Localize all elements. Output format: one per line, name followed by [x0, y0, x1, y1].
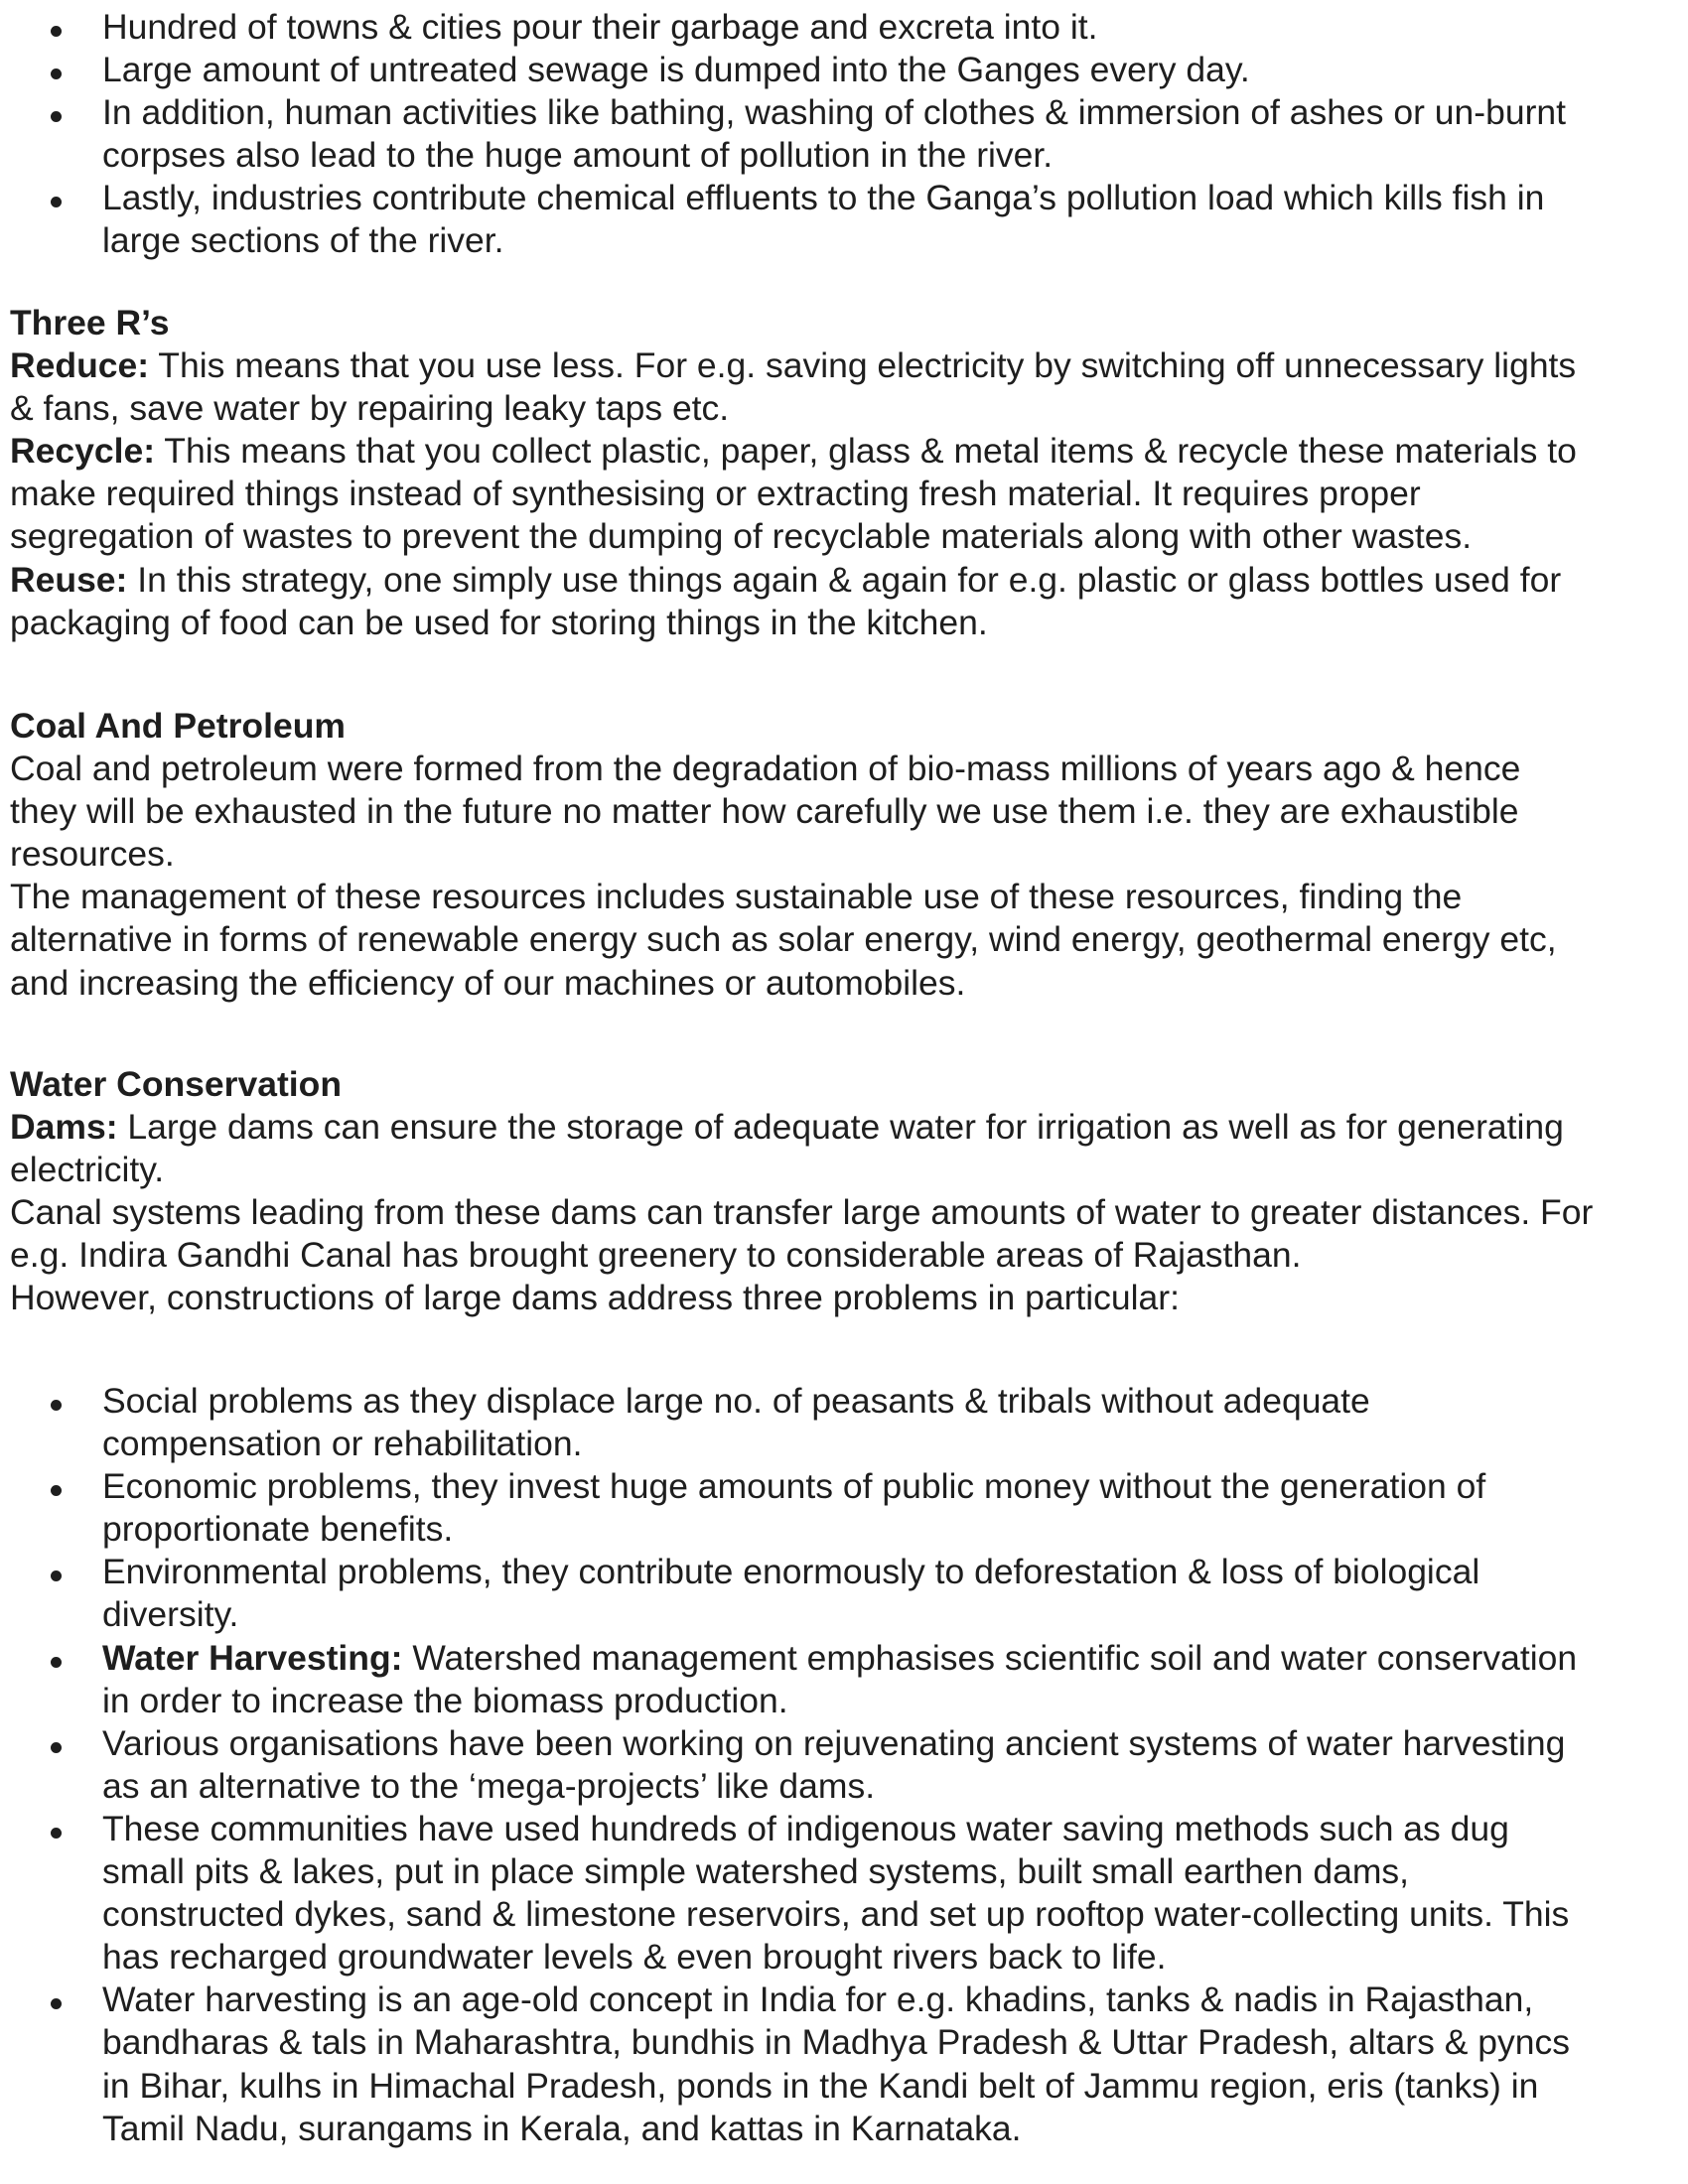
- term-label: Reduce:: [10, 345, 150, 386]
- list-item: Various organisations have been working on rejuvenating ancient systems of water harvesting: [0, 1722, 1688, 1765]
- bullet-icon: [51, 68, 62, 79]
- water-conservation-section: [0, 1063, 1688, 1320]
- bullet-icon: [51, 111, 62, 122]
- three-rs-section: [0, 302, 1688, 644]
- list-item-continuation: proportionate benefits.: [102, 1509, 454, 1550]
- paragraph-line: packaging of food can be used for storing things in the kitchen.: [10, 602, 988, 642]
- section-heading: Water Conservation: [10, 1064, 343, 1104]
- term-label: Dams:: [10, 1107, 118, 1148]
- paragraph-line: e.g. Indira Gandhi Canal has brought greenery to considerable areas of Rajasthan.: [10, 1235, 1302, 1276]
- bullet-icon: [51, 1570, 62, 1581]
- list-item-continuation: large sections of the river.: [102, 220, 504, 261]
- list-item-continuation: has recharged groundwater levels & even brought rivers back to life.: [102, 1937, 1167, 1978]
- section-heading: Three R’s: [10, 303, 170, 342]
- list-item: Economic problems, they invest huge amounts of public money without the generation of: [0, 1465, 1688, 1508]
- bullet-icon: [51, 1485, 62, 1496]
- list-item: Water harvesting is an age-old concept in India for e.g. khadins, tanks & nadis in Rajasthan,: [0, 1979, 1688, 2021]
- list-item-continuation: in order to increase the biomass production.: [102, 1680, 788, 1720]
- dams-paragraph: Dams: Large dams can ensure the storage of adequate water for irrigation as well as for generating: [10, 1107, 1564, 1148]
- list-item-continuation: corpses also lead to the huge amount of pollution in the river.: [102, 135, 1054, 176]
- ganga-pollution-list: [0, 6, 1688, 263]
- list-item-continuation: compensation or rehabilitation.: [102, 1424, 583, 1464]
- coal-petroleum-section: [0, 705, 1688, 1005]
- paragraph-line: Coal and petroleum were formed from the degradation of bio-mass millions of years ago & hence: [10, 749, 1521, 789]
- paragraph-line: they will be exhausted in the future no matter how carefully we use them i.e. they are exhaustible: [10, 791, 1519, 832]
- list-item-continuation: bandharas & tals in Maharashtra, bundhis in Madhya Pradesh & Uttar Pradesh, altars & pyncs: [102, 2022, 1570, 2063]
- paragraph-line: resources.: [10, 834, 175, 875]
- recycle-paragraph: Recycle: This means that you collect plastic, paper, glass & metal items & recycle these materials to: [10, 431, 1577, 472]
- paragraph-line: However, constructions of large dams address three problems in particular:: [10, 1278, 1180, 1318]
- bullet-icon: [51, 197, 62, 207]
- list-item-continuation: as an alternative to the ‘mega-projects’ like dams.: [102, 1765, 876, 1806]
- bullet-icon: [51, 1657, 62, 1668]
- list-item-continuation: small pits & lakes, put in place simple watershed systems, built small earthen dams,: [102, 1851, 1410, 1892]
- bullet-icon: [51, 1828, 62, 1839]
- bullet-icon: [51, 1742, 62, 1753]
- list-item: These communities have used hundreds of indigenous water saving methods such as dug: [0, 1808, 1688, 1850]
- list-item: Lastly, industries contribute chemical effluents to the Ganga’s pollution load which kills fish in: [0, 177, 1688, 219]
- list-item-continuation: diversity.: [102, 1594, 239, 1635]
- list-item: Environmental problems, they contribute enormously to deforestation & loss of biological: [0, 1551, 1688, 1593]
- bullet-icon: [51, 1400, 62, 1411]
- paragraph-line: Canal systems leading from these dams can transfer large amounts of water to greater distances. For: [10, 1192, 1594, 1233]
- list-item-continuation: Tamil Nadu, surangams in Kerala, and kattas in Karnataka.: [102, 2108, 1022, 2148]
- list-item: Social problems as they displace large no. of peasants & tribals without adequate: [0, 1380, 1688, 1423]
- paragraph-line: make required things instead of synthesising or extracting fresh material. It requires proper: [10, 474, 1421, 514]
- term-label: Recycle:: [10, 431, 156, 472]
- paragraph-line: segregation of wastes to prevent the dumping of recyclable materials along with other wastes.: [10, 516, 1473, 557]
- paragraph-line: electricity.: [10, 1150, 165, 1190]
- reduce-paragraph: Reduce: This means that you use less. For e.g. saving electricity by switching off unnecessary lights: [10, 345, 1577, 386]
- list-item: Hundred of towns & cities pour their garbage and excreta into it.: [0, 6, 1688, 49]
- list-item-continuation: constructed dykes, sand & limestone reservoirs, and set up rooftop water-collecting units. This: [102, 1894, 1570, 1935]
- dam-problems-list: [0, 1380, 1688, 2150]
- term-label: Water Harvesting:: [102, 1637, 403, 1678]
- bullet-icon: [51, 1998, 62, 2009]
- list-item-continuation: in Bihar, kulhs in Himachal Pradesh, ponds in the Kandi belt of Jammu region, eris (tanks) in: [102, 2065, 1539, 2106]
- reuse-paragraph: Reuse: In this strategy, one simply use things again & again for e.g. plastic or glass bottles used for: [10, 559, 1562, 600]
- list-item: Large amount of untreated sewage is dumped into the Ganges every day.: [0, 49, 1688, 91]
- term-label: Reuse:: [10, 559, 128, 600]
- paragraph-line: and increasing the efficiency of our machines or automobiles.: [10, 962, 966, 1003]
- paragraph-line: & fans, save water by repairing leaky taps etc.: [10, 388, 730, 429]
- list-item: In addition, human activities like bathing, washing of clothes & immersion of ashes or un-burnt: [0, 91, 1688, 134]
- bullet-icon: [51, 26, 62, 37]
- section-heading: Coal And Petroleum: [10, 706, 346, 746]
- list-item: Water Harvesting: Watershed management emphasises scientific soil and water conservation: [0, 1637, 1688, 1680]
- paragraph-line: The management of these resources includes sustainable use of these resources, finding the: [10, 877, 1463, 917]
- paragraph-line: alternative in forms of renewable energy such as solar energy, wind energy, geothermal energy etc,: [10, 919, 1557, 960]
